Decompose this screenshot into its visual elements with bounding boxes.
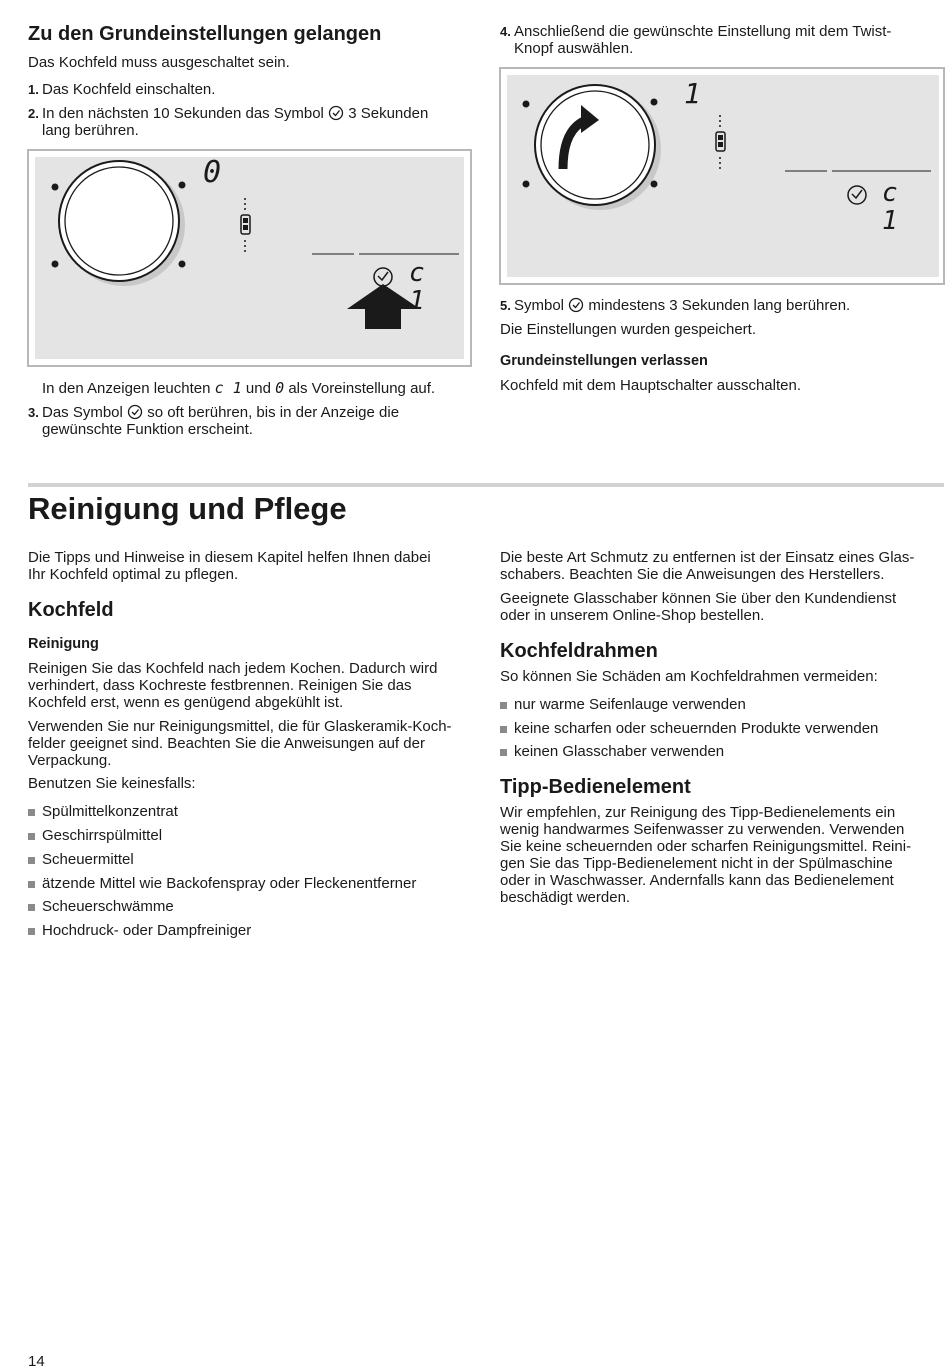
step-number: 5. bbox=[500, 298, 511, 313]
step-text-a: Das Symbol bbox=[42, 404, 123, 421]
reinigung-p1-line: verhindert, dass Kochreste festbrennen. Reinigen Sie das bbox=[28, 677, 412, 694]
step-1 bbox=[28, 81, 468, 99]
bullet-square-icon bbox=[500, 749, 507, 756]
control-panel-figure-2 bbox=[499, 67, 945, 285]
step-2 bbox=[28, 105, 468, 141]
step-text-b: so oft berühren, bis in der Anzeige die bbox=[147, 404, 400, 421]
bullet-square-icon bbox=[28, 928, 35, 935]
step-5 bbox=[500, 297, 940, 315]
display-top: 0 bbox=[203, 155, 222, 190]
step-text-b: 3 Sekunden bbox=[348, 105, 429, 122]
reinigung-p2-line: Verpackung. bbox=[28, 752, 112, 769]
display-bottom: c 1 bbox=[882, 178, 904, 236]
reinigung-p2-line: felder geeignet sind. Beachten Sie die Anweisungen auf der bbox=[28, 735, 425, 752]
bullet-square-icon bbox=[28, 809, 35, 816]
step-number: 1. bbox=[28, 82, 39, 97]
step-text-a: In den nächsten 10 Sekunden das Symbol bbox=[42, 105, 324, 122]
list-item: Geschirrspülmittel bbox=[28, 827, 468, 845]
reinigung-p1-line: Kochfeld erst, wenn es genügend abgekühlt ist. bbox=[28, 694, 344, 711]
right-p2-line: Geeignete Glasschaber können Sie über den Kundendienst bbox=[500, 590, 897, 607]
page-number: 14 bbox=[28, 1353, 45, 1370]
bullet-square-icon bbox=[28, 833, 35, 840]
right-p1-line: schabers. Beachten Sie die Anweisungen des Herstellers. bbox=[500, 566, 885, 583]
reinigung-p3: Benutzen Sie keinesfalls: bbox=[28, 775, 196, 792]
step-text-b: mindestens 3 Sekunden lang berühren. bbox=[588, 297, 851, 314]
step-text: Anschließend die gewünschte Einstellung mit dem Twist- bbox=[514, 23, 892, 40]
right-p1-line: Die beste Art Schmutz zu entfernen ist der Einsatz eines Glas- bbox=[500, 549, 915, 566]
step-number: 4. bbox=[500, 24, 511, 39]
chapter-intro-line-2: Ihr Kochfeld optimal zu pflegen. bbox=[28, 566, 239, 583]
step-text-c: gewünschte Funktion erscheint. bbox=[42, 421, 253, 438]
knob-illustration bbox=[29, 151, 474, 369]
control-panel-figure-1 bbox=[27, 149, 472, 367]
step-3 bbox=[28, 404, 468, 440]
tipp-line: oder in Waschwasser. Andernfalls kann das Bedienelement bbox=[500, 872, 894, 889]
timer-symbol-icon bbox=[328, 105, 344, 121]
exit-text: Kochfeld mit dem Hauptschalter ausschalten. bbox=[500, 377, 801, 394]
timer-symbol-icon bbox=[127, 404, 143, 420]
step-number: 2. bbox=[28, 106, 39, 121]
knob-turn-illustration bbox=[501, 69, 947, 287]
step-text-c: lang berühren. bbox=[42, 122, 139, 139]
chapter-intro-line-1: Die Tipps und Hinweise in diesem Kapitel helfen Ihnen dabei bbox=[28, 549, 431, 566]
list-item: Hochdruck- oder Dampfreiniger bbox=[28, 922, 468, 940]
chapter-divider bbox=[28, 483, 944, 487]
list-item: keine scharfen oder scheuernden Produkte verwenden bbox=[500, 720, 940, 738]
display-top: 1 bbox=[684, 77, 701, 110]
reinigung-heading: Reinigung bbox=[28, 636, 99, 652]
tipp-heading: Tipp-Bedienelement bbox=[500, 776, 691, 798]
bullet-square-icon bbox=[500, 702, 507, 709]
step-4 bbox=[500, 23, 940, 59]
kochfeldrahmen-heading: Kochfeldrahmen bbox=[500, 640, 658, 662]
basic-settings-heading: Zu den Grundeinstellungen gelangen bbox=[28, 23, 382, 45]
display-note-b: und bbox=[245, 380, 271, 397]
tipp-line: Sie keine scheuernden oder scharfen Reinigungsmittel. Reini- bbox=[500, 838, 912, 855]
intro-text: Das Kochfeld muss ausgeschaltet sein. bbox=[28, 54, 290, 71]
step-text-2: Knopf auswählen. bbox=[514, 40, 634, 57]
saved-text: Die Einstellungen wurden gespeichert. bbox=[500, 321, 756, 338]
display-bottom: c 1 bbox=[409, 258, 431, 316]
tipp-line: gen Sie das Tipp-Bedienelement nicht in der Spülmaschine bbox=[500, 855, 893, 872]
reinigung-p2-line: Verwenden Sie nur Reinigungsmittel, die für Glaskeramik-Koch- bbox=[28, 718, 452, 735]
display-note-c: als Voreinstellung auf. bbox=[288, 380, 436, 397]
timer-symbol-icon bbox=[568, 297, 584, 313]
display-c1-icon: c 1 bbox=[214, 379, 242, 397]
bullet-square-icon bbox=[500, 726, 507, 733]
exit-heading: Grundeinstellungen verlassen bbox=[500, 353, 708, 369]
list-item: ätzende Mittel wie Backofenspray oder Fleckenentferner bbox=[28, 875, 468, 893]
right-p2-line: oder in unserem Online-Shop bestellen. bbox=[500, 607, 765, 624]
list-item: keinen Glasschaber verwenden bbox=[500, 743, 940, 761]
list-item: Scheuerschwämme bbox=[28, 898, 468, 916]
kochfeld-heading: Kochfeld bbox=[28, 599, 114, 621]
bullet-square-icon bbox=[28, 857, 35, 864]
step-number: 3. bbox=[28, 405, 39, 420]
chapter-title: Reinigung und Pflege bbox=[28, 491, 347, 526]
step-text: Das Kochfeld einschalten. bbox=[42, 81, 216, 98]
display-note bbox=[28, 380, 468, 398]
rahmen-intro: So können Sie Schäden am Kochfeldrahmen vermeiden: bbox=[500, 668, 878, 685]
list-item: Scheuermittel bbox=[28, 851, 468, 869]
display-note-a: In den Anzeigen leuchten bbox=[42, 380, 211, 397]
list-item: Spülmittelkonzentrat bbox=[28, 803, 468, 821]
reinigung-p1-line: Reinigen Sie das Kochfeld nach jedem Kochen. Dadurch wird bbox=[28, 660, 438, 677]
tipp-line: beschädigt werden. bbox=[500, 889, 631, 906]
bullet-square-icon bbox=[28, 904, 35, 911]
bullet-square-icon bbox=[28, 881, 35, 888]
tipp-line: wenig handwarmes Seifenwasser zu verwenden. Verwenden bbox=[500, 821, 905, 838]
step-text-a: Symbol bbox=[514, 297, 565, 314]
tipp-line: Wir empfehlen, zur Reinigung des Tipp-Bedienelements ein bbox=[500, 804, 896, 821]
list-item: nur warme Seifenlauge verwenden bbox=[500, 696, 940, 714]
display-zero-icon: 0 bbox=[275, 379, 285, 397]
